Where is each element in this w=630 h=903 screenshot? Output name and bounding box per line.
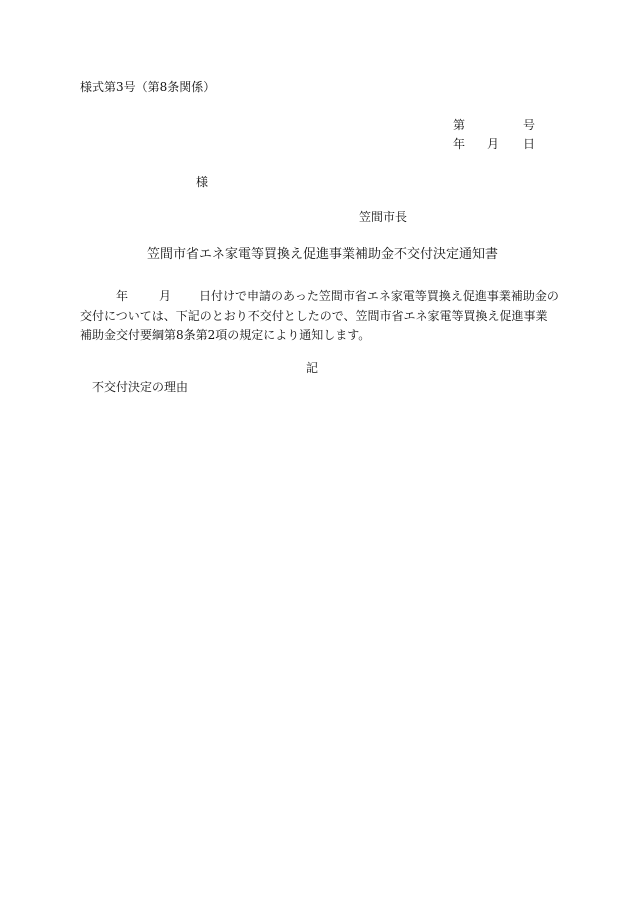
body-line-3: 補助金交付要綱第8条第2項の規定により通知します。: [80, 328, 371, 342]
body-line-1: [80, 287, 559, 307]
date-year-label: 年: [453, 137, 466, 151]
body-line-2: 交付については、下記のとおり不交付としたので、笠間市省エネ家電等買換え促進事業: [80, 308, 548, 323]
ki-label: 記: [306, 361, 319, 375]
form-number-label: 様式第3号（第8条関係）: [80, 80, 216, 94]
document-number-dai: 第: [453, 118, 466, 132]
date-day-label: 日: [523, 137, 536, 151]
body-line-1-text: 日付けで申請のあった笠間市省エネ家電等買換え促進事業補助金の: [199, 289, 559, 303]
body-paragraph: [80, 287, 559, 346]
body-month-label: 月: [159, 289, 172, 303]
document-number-go: 号: [523, 118, 536, 132]
reason-label: 不交付決定の理由: [92, 380, 189, 394]
addressee-sama: 様: [196, 175, 209, 189]
date-month-label: 月: [487, 137, 500, 151]
sender-name: 笠間市長: [359, 210, 408, 224]
document-title: 笠間市省エネ家電等買換え促進事業補助金不交付決定通知書: [147, 247, 499, 262]
body-year-label: 年: [116, 289, 129, 303]
